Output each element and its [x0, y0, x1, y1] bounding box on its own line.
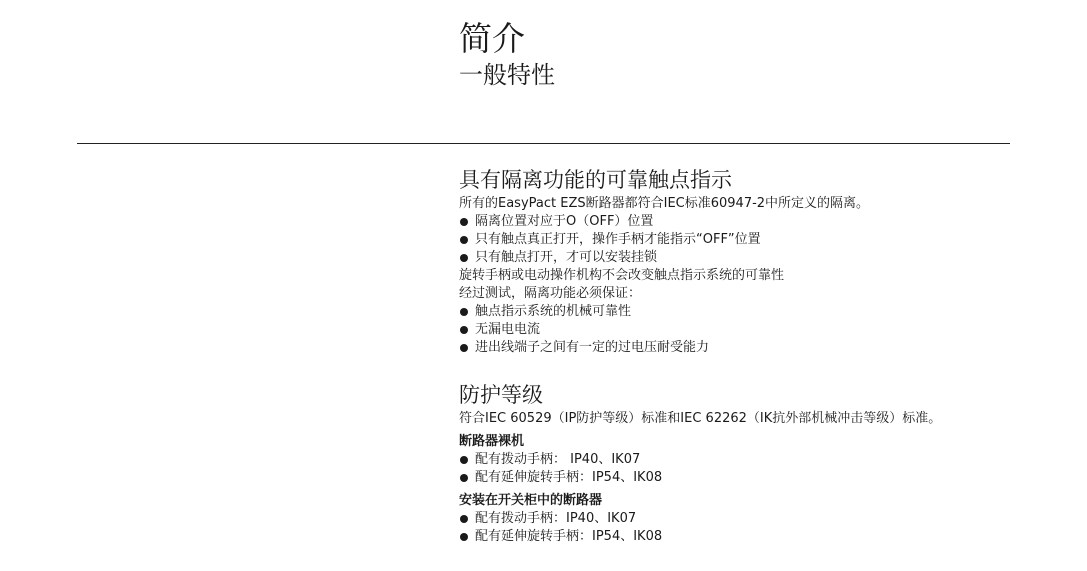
bullet-icon	[460, 474, 468, 482]
bullet-icon	[460, 254, 468, 262]
list-item-text: 配有拨动手柄：IP40、IK07	[475, 511, 637, 526]
list-item	[459, 231, 1059, 249]
list-item	[459, 469, 1059, 487]
bullet-icon	[460, 456, 468, 464]
list-item-text: 触点指示系统的机械可靠性	[475, 304, 632, 319]
horizontal-divider	[77, 143, 1010, 144]
group-title-switchboard-breaker: 安装在开关柜中的断路器	[459, 493, 603, 508]
bullet-icon	[460, 533, 468, 541]
list-item	[459, 321, 1059, 339]
isolation-paragraph-1: 旋转手柄或电动操作机构不会改变触点指示系统的可靠性	[459, 268, 785, 283]
list-item-text: 配有拨动手柄： IP40、IK07	[475, 452, 641, 467]
page-subtitle: 一般特性	[459, 61, 555, 89]
page-title: 简介	[459, 19, 525, 58]
list-item	[459, 213, 1059, 231]
protection-section	[459, 381, 1059, 546]
bullet-icon	[460, 308, 468, 316]
bullet-icon	[460, 515, 468, 523]
list-item	[459, 528, 1059, 546]
list-item-text: 进出线端子之间有一定的过电压耐受能力	[475, 340, 710, 355]
isolation-paragraph-2: 经过测试，隔离功能必须保证：	[459, 286, 642, 301]
list-item	[459, 249, 1059, 267]
isolation-intro: 所有的EasyPact EZS断路器都符合IEC标准60947-2中所定义的隔离。	[459, 196, 870, 211]
bullet-icon	[460, 326, 468, 334]
list-item	[459, 451, 1059, 469]
list-item	[459, 510, 1059, 528]
bullet-icon	[460, 218, 468, 226]
isolation-section	[459, 166, 1059, 357]
list-item-text: 无漏电电流	[475, 322, 541, 337]
bullet-icon	[460, 236, 468, 244]
bullet-icon	[460, 344, 468, 352]
list-item-text: 隔离位置对应于O（OFF）位置	[475, 214, 654, 229]
protection-heading: 防护等级	[459, 383, 543, 407]
list-item	[459, 303, 1059, 321]
isolation-heading: 具有隔离功能的可靠触点指示	[459, 168, 732, 192]
list-item-text: 配有延伸旋转手柄：IP54、IK08	[475, 529, 663, 544]
list-item-text: 配有延伸旋转手柄：IP54、IK08	[475, 470, 663, 485]
list-item-text: 只有触点打开，才可以安装挂锁	[475, 250, 658, 265]
list-item-text: 只有触点真正打开，操作手柄才能指示“OFF”位置	[475, 232, 761, 247]
list-item	[459, 339, 1059, 357]
protection-intro: 符合IEC 60529（IP防护等级）标准和IEC 62262（IK抗外部机械冲击等级）标准。	[459, 411, 942, 426]
group-title-bare-breaker: 断路器裸机	[459, 434, 525, 449]
